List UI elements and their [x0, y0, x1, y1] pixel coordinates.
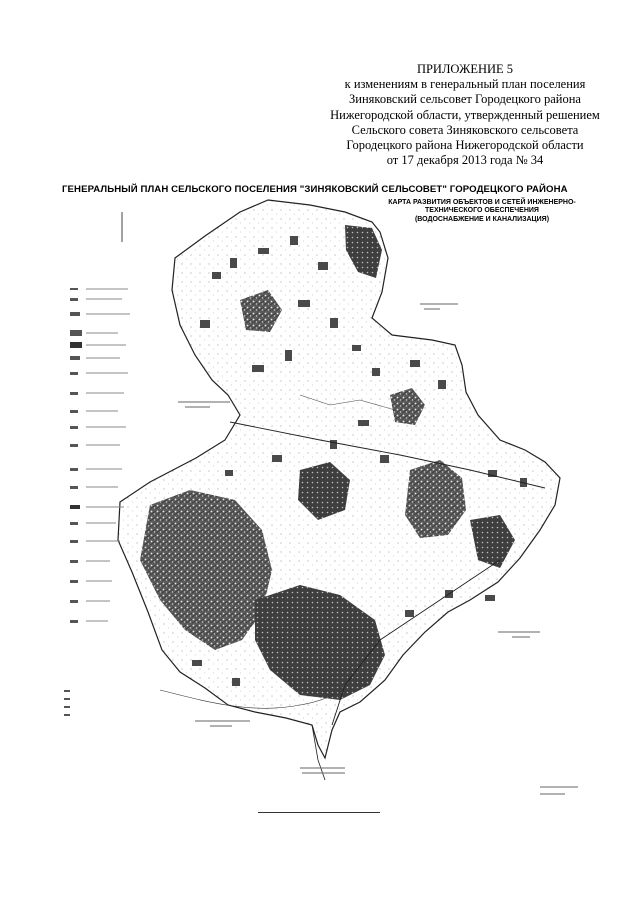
map-subtitle-line: КАРТА РАЗВИТИЯ ОБЪЕКТОВ И СЕТЕЙ ИНЖЕНЕРНО-	[388, 199, 576, 206]
appendix-line: Зиняковский сельсовет Городецкого района	[349, 92, 581, 107]
appendix-line: Нижегородской области, утвержденный решением	[330, 107, 600, 122]
appendix-line: от 17 декабря 2013 года № 34	[386, 153, 544, 168]
legend-text-lines	[86, 289, 130, 621]
appendix-line: к изменениям в генеральный план поселения	[344, 77, 586, 92]
map-subtitle-line: (ВОДОСНАБЖЕНИЕ И КАНАЛИЗАЦИЯ)	[414, 215, 550, 223]
appendix-line: Сельского совета Зиняковского сельсовета	[351, 122, 579, 137]
map-legend	[64, 288, 82, 716]
map-title: ГЕНЕРАЛЬНЫЙ ПЛАН СЕЛЬСКОГО ПОСЕЛЕНИЯ "ЗИНЯКОВСКИЙ СЕЛЬСОВЕТ" ГОРОДЕЦКОГО РАЙОНА	[62, 184, 568, 195]
appendix-line: ПРИЛОЖЕНИЕ 5	[416, 62, 514, 76]
appendix-line: Городецкого района Нижегородской области	[346, 138, 584, 153]
signature-line	[258, 812, 380, 813]
map-subtitle-line: ТЕХНИЧЕСКОГО ОБЕСПЕЧЕНИЯ	[425, 207, 539, 215]
stamp-mark	[540, 787, 578, 794]
